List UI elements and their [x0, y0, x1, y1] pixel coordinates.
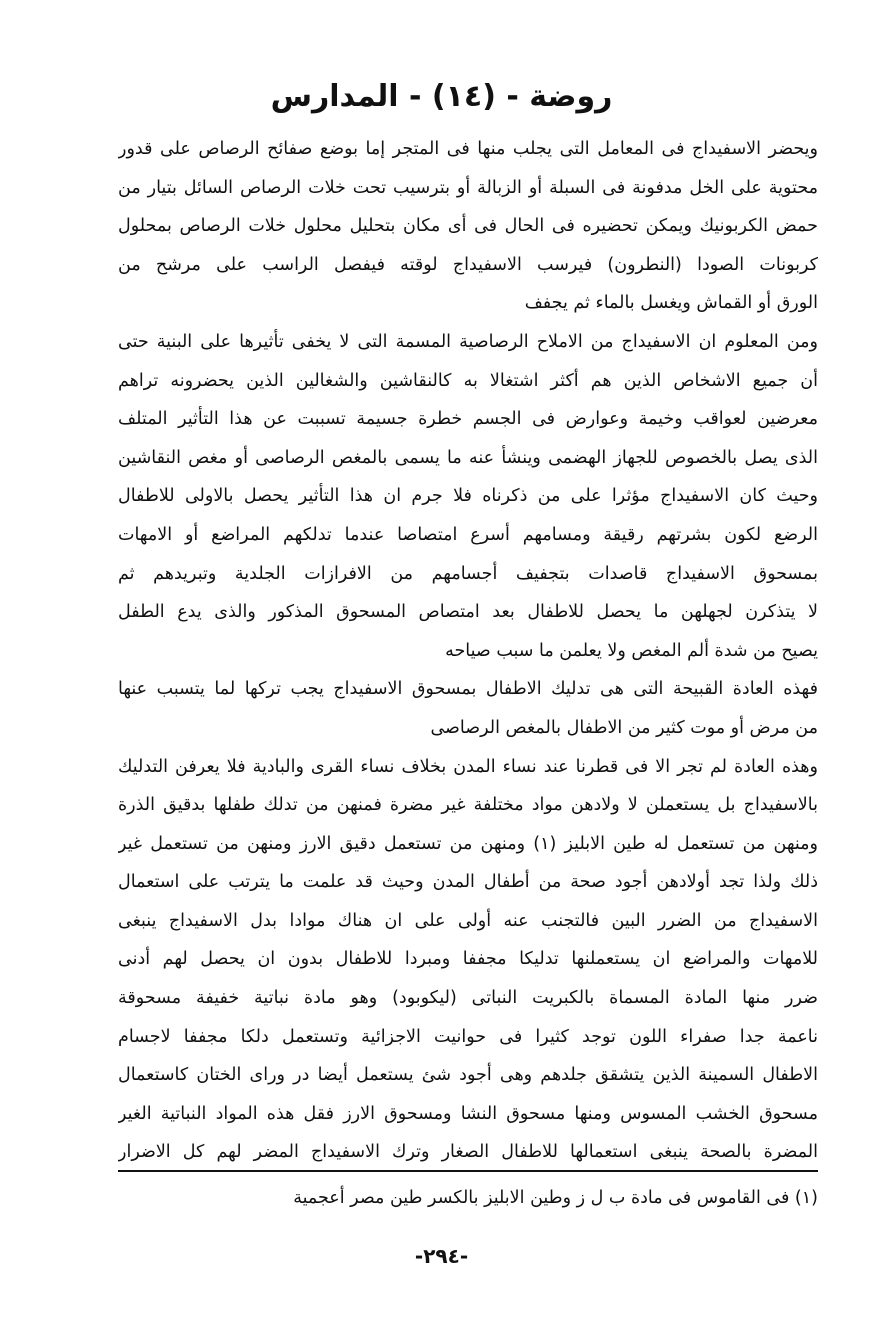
text-line: الرضع لكون بشرتهم رقيقة ومسامهم أسرع امتصاصا عندما تدلكهم المراضع أو الامهات — [118, 524, 818, 545]
text-line: ومن المعلوم ان الاسفيداج من الاملاح الرصاصية المسمة التى لا يخفى تأثيرها على البنية حتى — [118, 331, 818, 352]
text-line: وهذه العادة لم تجر الا فى قطرنا عند نساء المدن بخلاف نساء القرى والبادية فلا يعرفن التدليك — [118, 756, 818, 777]
text-line: للامهات والمراضع ان يستعملنها تدليكا مجففا ومبردا للاطفال بدون ان يحصل لهم أدنى — [118, 949, 818, 970]
text-line: حمض الكربونيك ويمكن تحضيره فى الحال فى أى مكان بتحليل محلول خلات الرصاص بمحلول — [118, 216, 818, 237]
text-line: محتوية على الخل مدفونة فى السبلة أو الزبالة أو بترسيب تحت خلات الرصاص السائل بتيار من — [118, 177, 818, 198]
body-text — [118, 130, 818, 1172]
text-line: مسحوق الخشب المسوس ومنها مسحوق النشا ومسحوق الارز فقل هذه المواد النباتية الغير — [118, 1103, 818, 1124]
text-line: يصيح من شدة ألم المغص ولا يعلمن ما سبب صياحه — [445, 640, 818, 661]
text-line: المضرة بالصحة ينبغى استعمالها للاطفال الصغار وترك الاسفيداج المضر لهم كل الاضرار — [118, 1142, 818, 1163]
text-line: الورق أو القماش ويغسل بالماء ثم يجفف — [524, 293, 818, 314]
footnote-divider — [118, 1170, 818, 1172]
text-line: فهذه العادة القبيحة التى هى تدليك الاطفال بمسحوق الاسفيداج يجب تركها لما يتسبب عنها — [118, 679, 818, 700]
text-line: ناعمة جدا صفراء اللون توجد كثيرا فى حوانيت الاجزائية وتستعمل دلكا مجففا لاجسام — [118, 1026, 818, 1047]
text-line: ويحضر الاسفيداج فى المعامل التى يجلب منها فى المتجر إما بوضع صفائح الرصاص على قدور — [118, 139, 818, 159]
text-line: بمسحوق الاسفيداج قاصدات بتجفيف أجسامهم من الافرازات الجلدية وتبريدهم ثم — [118, 563, 818, 584]
page-number — [0, 1238, 883, 1274]
text-line: من مرض أو موت كثير من الاطفال بالمغص الرصاصى — [430, 717, 818, 738]
text-line: الاسفيداج من الضرر البين فالتجنب عنه أولى على ان هناك موادا بدل الاسفيداج ينبغى — [118, 910, 818, 931]
text-line: ضرر منها المادة المسماة بالكبريت النباتى (ليكوبود) وهو مادة نباتية خفيفة مسحوقة — [118, 988, 818, 1009]
text-line: وحيث كان الاسفيداج مؤثرا على من ذكرناه فلا جرم ان هذا التأثير يحصل بالاولى للاطفال — [118, 486, 818, 507]
page-number-text: -٢٩٤- — [414, 1244, 469, 1268]
text-line: ذلك ولذا تجد أولادهن أجود صحة من أطفال المدن وحيث قد علمت ما يترتب على استعمال — [118, 872, 818, 893]
footnote — [118, 1180, 818, 1216]
text-line: ومنهن من تستعمل له طين الابليز (١) ومنهن من تستعمل دقيق الارز ومنهن من تستعمل غير — [118, 833, 818, 854]
text-line: معرضين لعواقب وخيمة وعوارض فى الجسم خطرة جسيمة تسببت عن هذا التأثير المتلف — [118, 409, 818, 430]
text-line: كربونات الصودا (النطرون) فيرسب الاسفيداج لوقته فيفصل الراسب على مرشح من — [118, 254, 818, 275]
text-line: بالاسفيداج بل يستعملن لا ولادهن مواد مختلفة غير مضرة فمنهن من تدلك طفلها بدقيق الذرة — [118, 795, 818, 816]
header-title: روضة - (١٤) - المدارس — [270, 79, 613, 114]
text-line: الذى يصل بالخصوص للجهاز الهضمى وينشأ عنه ما يسمى بالمغص الرصاصى أو مغص النقاشين — [118, 447, 818, 468]
footnote-text: (١) فى القاموس فى مادة ب ل ز وطين الابليز بالكسر طين مصر أعجمية — [293, 1188, 818, 1208]
text-line: أن جميع الاشخاص الذين هم أكثر اشتغالا به كالنقاشين والشغالين الذين يحضرونه تراهم — [118, 370, 818, 391]
page-header — [0, 72, 883, 122]
text-line: الاطفال السمينة الذين يتشقق جلدهم وهى أجود شئ يستعمل أيضا در وراى الختان كاستعمال — [118, 1065, 818, 1086]
text-line: لا يتذكرن لجهلهن ما يحصل للاطفال بعد امتصاص المسحوق المذكور والذى يدع الطفل — [118, 602, 818, 623]
